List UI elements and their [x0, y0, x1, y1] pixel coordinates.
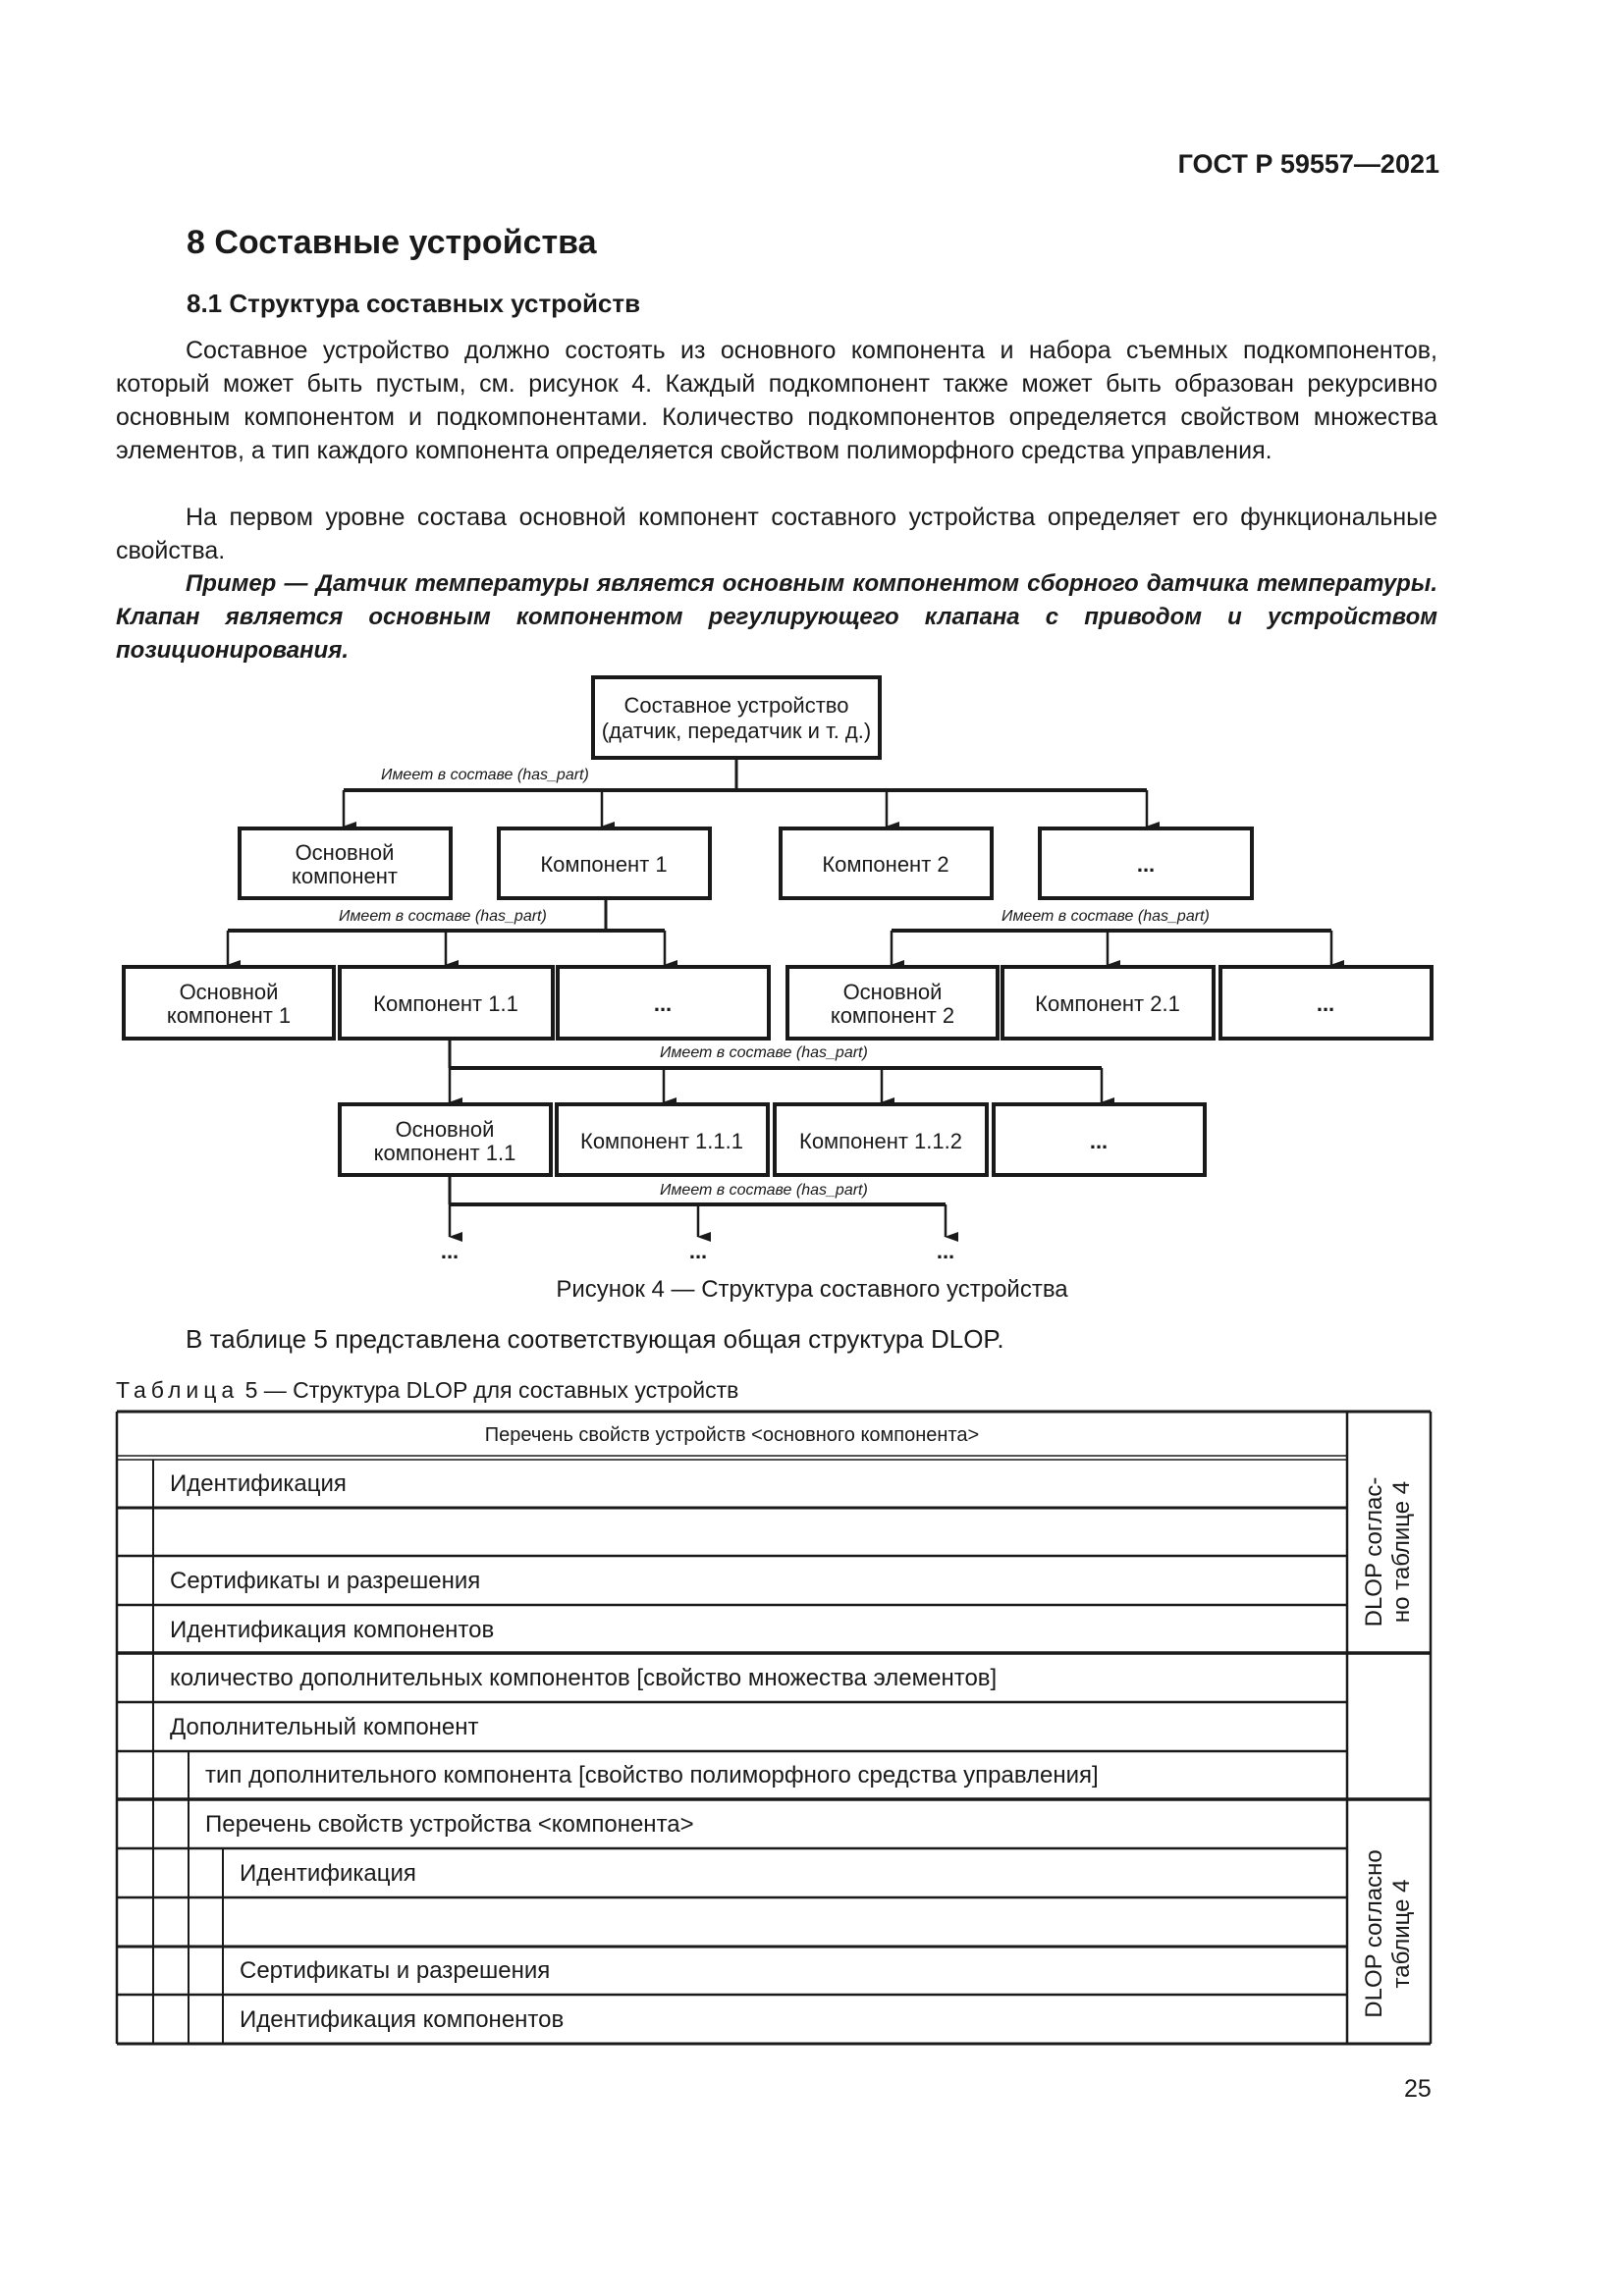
node-component-2-1: Компонент 2.1 [1035, 991, 1180, 1016]
svg-text:компонент 2: компонент 2 [830, 1003, 955, 1028]
side-note-component: DLOP согласно таблице 4 [1361, 1849, 1415, 2018]
figure-caption: Рисунок 4 — Структура составного устройства [556, 1276, 1068, 1303]
leaf-ellipsis: ... [688, 1239, 708, 1263]
edge-label: Имеет в составе (has_part) [660, 1044, 868, 1061]
example-note: Пример — Датчик температуры является основным компонентом сборного датчика температуры. Клапан является основным компонентом регулирующего клапана с приводом и устройством позиционирования. [116, 570, 1437, 664]
table-row: Сертификаты и разрешения [170, 1568, 481, 1594]
section-title: 8 Составные устройства [187, 224, 597, 261]
table-row: Идентификация компонентов [170, 1617, 495, 1643]
node-component-1-1-2: Компонент 1.1.2 [799, 1129, 962, 1153]
svg-text:компонент: компонент [292, 864, 398, 888]
paragraph-1: Составное устройство должно состоять из основного компонента и набора съемных подкомпонентов, который может быть пустым, см. рисунок 4. Каждый подкомпонент также может быть образован рекурсивно основным компонентом и подкомпонентами. Количество подкомпонентов определяется свойством множества элементов, а тип каждого компонента определяется свойством полиморфного средства управления. [116, 337, 1437, 464]
table-row: Идентификация [240, 1860, 416, 1887]
node-main-component-1-1: Основной [395, 1117, 495, 1142]
svg-text:компонент 1.1: компонент 1.1 [373, 1141, 516, 1165]
edge-label: Имеет в составе (has_part) [660, 1182, 868, 1199]
table-header: Перечень свойств устройств <основного компонента> [484, 1424, 980, 1446]
node-main-component-1: Основной [179, 980, 279, 1004]
node-main-component: Основной [295, 840, 395, 865]
edge-label: Имеет в составе (has_part) [381, 767, 589, 783]
node-component-2: Компонент 2 [822, 852, 949, 877]
leaf-ellipsis: ... [440, 1239, 460, 1263]
node-ellipsis: ... [1316, 991, 1335, 1016]
node-component-1-1-1: Компонент 1.1.1 [580, 1129, 743, 1153]
svg-text:компонент 1: компонент 1 [166, 1003, 292, 1028]
node-ellipsis: ... [653, 991, 673, 1016]
table-row: Идентификация компонентов [240, 2006, 565, 2033]
document-id: ГОСТ Р 59557—2021 [1177, 149, 1439, 179]
edge-label: Имеет в составе (has_part) [339, 908, 547, 925]
edge-label: Имеет в составе (has_part) [1001, 908, 1210, 925]
table-row: Сертификаты и разрешения [240, 1957, 551, 1984]
table-row: Дополнительный компонент [170, 1714, 479, 1740]
paragraph-2: На первом уровне состава основной компонент составного устройства определяет его функциональные свойства. [116, 504, 1437, 564]
root-node-subtitle: (датчик, передатчик и т. д.) [601, 719, 872, 743]
subsection-title: 8.1 Структура составных устройств [187, 289, 641, 318]
table-title: Таблица 5 — Структура DLOP для составных устройств [116, 1377, 739, 1403]
table-row: Перечень свойств устройства <компонента> [205, 1811, 694, 1838]
table-intro: В таблице 5 представлена соответствующая общая структура DLOP. [186, 1324, 1004, 1354]
node-ellipsis: ... [1136, 852, 1156, 877]
table-row: количество дополнительных компонентов [свойство множества элементов] [170, 1665, 998, 1691]
side-note-main: DLOP соглас- но таблице 4 [1361, 1476, 1415, 1628]
table-row: тип дополнительного компонента [свойство полиморфного средства управления] [205, 1762, 1099, 1789]
node-ellipsis: ... [1089, 1129, 1109, 1153]
node-component-1-1: Компонент 1.1 [373, 991, 518, 1016]
leaf-ellipsis: ... [936, 1239, 955, 1263]
node-main-component-2: Основной [842, 980, 943, 1004]
page-number: 25 [1404, 2075, 1432, 2103]
table-row: Идентификация [170, 1470, 347, 1497]
root-node-title: Составное устройство [623, 693, 849, 718]
node-component-1: Компонент 1 [540, 852, 668, 877]
